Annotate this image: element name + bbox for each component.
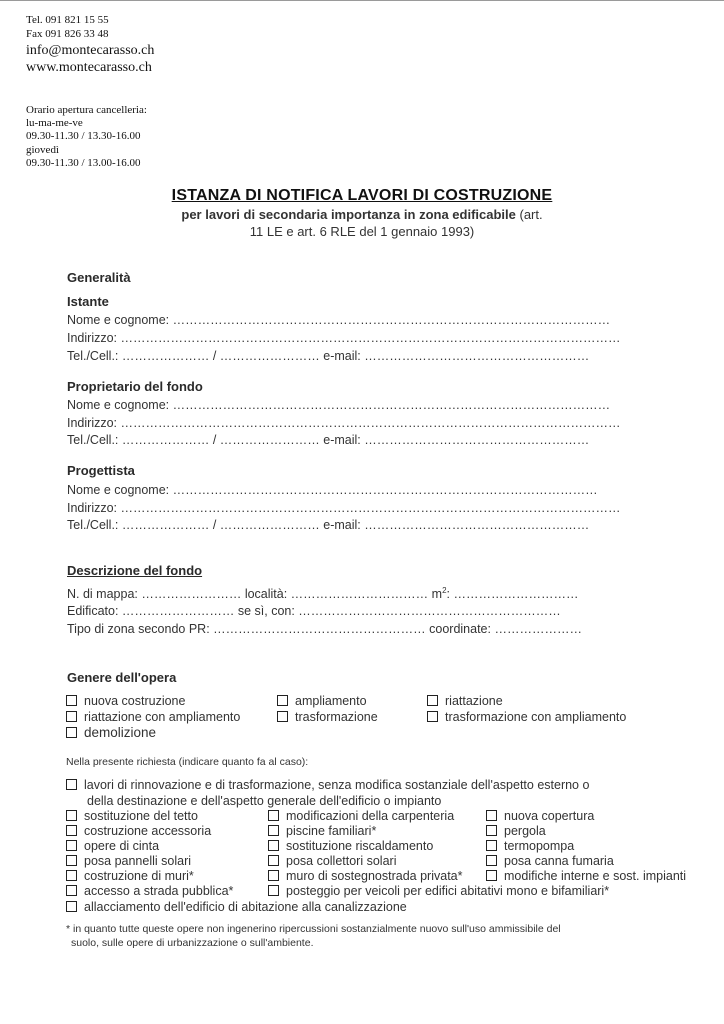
checkbox-icon[interactable] [427, 695, 438, 706]
checkbox-icon[interactable] [486, 825, 497, 836]
fondo-zona-field[interactable]: Tipo di zona secondo PR: …………………………………………… coordinate: ………………… [67, 622, 582, 636]
richiesta-intro: Nella presente richiesta (indicare quanto fa al caso): [66, 756, 309, 768]
checkbox-icon[interactable] [486, 855, 497, 866]
option-label: costruzione di muri* [84, 869, 194, 883]
genere-option-trasformazione-ampliamento[interactable] [427, 710, 626, 724]
genere-option-nuova-costruzione[interactable] [66, 694, 185, 708]
istante-address-field[interactable]: Indirizzo: ………………………………………………………………………………………………………… [67, 331, 621, 345]
option-label: opere di cinta [84, 839, 160, 853]
checkbox-icon[interactable] [66, 901, 77, 912]
checkbox-icon[interactable] [268, 885, 279, 896]
hours-time2: 09.30-11.30 / 13.00-16.00 [26, 157, 141, 169]
heading-proprietario: Proprietario del fondo [67, 379, 203, 394]
richiesta-option[interactable] [486, 869, 686, 883]
richiesta-option[interactable] [486, 824, 546, 838]
option-label: modifiche interne e sost. impianti [504, 869, 687, 883]
genere-option-ampliamento[interactable] [277, 694, 367, 708]
genere-option-riattazione-ampliamento[interactable] [66, 710, 240, 724]
hours-time1: 09.30-11.30 / 13.30-16.00 [26, 130, 141, 142]
richiesta-option[interactable] [66, 854, 191, 868]
progettista-address-field[interactable]: Indirizzo: ………………………………………………………………………………………………………… [67, 501, 621, 515]
richiesta-option[interactable] [268, 854, 396, 868]
checkbox-icon[interactable] [277, 711, 288, 722]
richiesta-option[interactable] [268, 839, 433, 853]
proprietario-address-field[interactable]: Indirizzo: ………………………………………………………………………………………………………… [67, 416, 621, 430]
richiesta-option[interactable] [268, 824, 376, 838]
checkbox-icon[interactable] [268, 810, 279, 821]
section-descrizione-fondo: Descrizione del fondo [67, 563, 203, 578]
richiesta-option-lavori[interactable] [66, 778, 589, 792]
option-label: posa pannelli solari [84, 854, 192, 868]
richiesta-option-posteggio[interactable] [268, 884, 609, 898]
checkbox-icon[interactable] [66, 825, 77, 836]
checkbox-icon[interactable] [277, 695, 288, 706]
richiesta-option[interactable] [66, 839, 159, 853]
section-genere-opera: Genere dell'opera [67, 670, 177, 685]
fondo-edificato-field[interactable]: Edificato: ……………………… se sì, con: ……………………………………………………… [67, 604, 561, 618]
fondo-mappa-end: : ………………………… [446, 587, 579, 602]
subtitle-rest: (art. [515, 207, 543, 222]
contact-fax: Fax 091 826 33 48 [26, 28, 109, 40]
richiesta-lavori-line2: della destinazione e dell'aspetto generale dell'edificio o impianto [87, 794, 442, 808]
genere-option-trasformazione[interactable] [277, 710, 378, 724]
option-label: posa collettori solari [286, 854, 397, 868]
richiesta-option[interactable] [66, 869, 194, 883]
document-subtitle [0, 207, 724, 223]
hours-days1: lu-ma-me-ve [26, 117, 83, 129]
option-label: trasformazione con ampliamento [445, 710, 627, 724]
contact-email: info@montecarasso.ch [26, 43, 155, 58]
proprietario-phone-field[interactable]: Tel./Cell.: ………………… / …………………… e-mail: ……………………………………………… [67, 433, 590, 447]
subtitle-bold: per lavori di secondaria importanza in zona edificabile [181, 207, 516, 222]
checkbox-icon[interactable] [66, 711, 77, 722]
richiesta-option-accesso[interactable] [66, 884, 233, 898]
checkbox-icon[interactable] [486, 810, 497, 821]
option-label: demolizione [84, 725, 157, 740]
fondo-mappa-text: N. di mappa: …………………… località: …………………………… m [67, 587, 443, 602]
option-label: ampliamento [295, 694, 367, 708]
footnote-line1: * in quanto tutte queste opere non ingenerino ripercussioni sostanzialmente nuovo sull'uso ammissibile del [66, 923, 561, 935]
checkbox-icon[interactable] [66, 885, 77, 896]
progettista-name-field[interactable]: Nome e cognome: ………………………………………………………………………………………… [67, 483, 598, 497]
richiesta-option[interactable] [268, 809, 454, 823]
richiesta-option[interactable] [486, 839, 574, 853]
fondo-m2-sup: 2 [442, 586, 447, 595]
option-label: sostituzione riscaldamento [286, 839, 434, 853]
istante-name-field[interactable]: Nome e cognome: …………………………………………………………………………………………… [67, 313, 611, 327]
hours-days2: giovedì [26, 144, 59, 156]
checkbox-icon[interactable] [66, 695, 77, 706]
option-label: piscine familiari* [286, 824, 377, 838]
progettista-phone-field[interactable]: Tel./Cell.: ………………… / …………………… e-mail: ……………………………………………… [67, 518, 590, 532]
option-label: termopompa [504, 839, 575, 853]
genere-option-demolizione[interactable] [66, 725, 156, 740]
heading-progettista: Progettista [67, 463, 135, 478]
section-generalita: Generalità [67, 270, 131, 285]
option-label: modificazioni della carpenteria [286, 809, 455, 823]
proprietario-name-field[interactable]: Nome e cognome: …………………………………………………………………………………………… [67, 398, 611, 412]
option-label: accesso a strada pubblica* [84, 884, 234, 898]
checkbox-icon[interactable] [427, 711, 438, 722]
heading-istante: Istante [67, 294, 109, 309]
option-label: pergola [504, 824, 546, 838]
genere-option-riattazione[interactable] [427, 694, 503, 708]
richiesta-option[interactable] [66, 824, 211, 838]
contact-web: www.montecarasso.ch [26, 60, 152, 75]
option-label: allacciamento dell'edificio di abitazione alla canalizzazione [84, 900, 407, 914]
option-label: costruzione accessoria [84, 824, 212, 838]
option-label: nuova copertura [504, 809, 595, 823]
option-label: posteggio per veicoli per edifici abitativi mono e bifamiliari* [286, 884, 610, 898]
checkbox-icon[interactable] [268, 840, 279, 851]
richiesta-option[interactable] [486, 854, 614, 868]
checkbox-icon[interactable] [66, 840, 77, 851]
checkbox-icon[interactable] [268, 825, 279, 836]
richiesta-option[interactable] [66, 809, 198, 823]
option-label: lavori di rinnovazione e di trasformazione, senza modifica sostanziale dell'aspetto esterno o [84, 778, 590, 792]
richiesta-option-allacciamento[interactable] [66, 900, 407, 914]
option-label: muro di sostegnostrada privata* [286, 869, 463, 883]
istante-phone-field[interactable]: Tel./Cell.: ………………… / …………………… e-mail: ……………………………………………… [67, 349, 590, 363]
checkbox-icon[interactable] [66, 810, 77, 821]
top-rule [0, 0, 724, 1]
option-label: posa canna fumaria [504, 854, 614, 868]
contact-tel: Tel. 091 821 15 55 [26, 14, 109, 26]
richiesta-option[interactable] [486, 809, 594, 823]
document-subtitle-line2: 11 LE e art. 6 RLE del 1 gennaio 1993) [249, 224, 475, 239]
checkbox-icon[interactable] [486, 840, 497, 851]
footnote-line2: suolo, sulle opere di urbanizzazione o sull'ambiente. [71, 937, 314, 949]
option-label: sostituzione del tetto [84, 809, 198, 823]
option-label: riattazione [445, 694, 503, 708]
richiesta-option[interactable] [268, 869, 462, 883]
option-label: trasformazione [295, 710, 378, 724]
hours-label: Orario apertura cancelleria: [26, 104, 147, 116]
checkbox-icon[interactable] [486, 870, 497, 881]
checkbox-icon[interactable] [66, 870, 77, 881]
checkbox-icon[interactable] [66, 855, 77, 866]
fondo-mappa-field[interactable] [67, 586, 578, 601]
option-label: nuova costruzione [84, 694, 186, 708]
checkbox-icon[interactable] [268, 855, 279, 866]
document-title: ISTANZA DI NOTIFICA LAVORI DI COSTRUZIONE [171, 187, 553, 204]
checkbox-icon[interactable] [66, 727, 77, 738]
option-label: riattazione con ampliamento [84, 710, 241, 724]
checkbox-icon[interactable] [268, 870, 279, 881]
checkbox-icon[interactable] [66, 779, 77, 790]
